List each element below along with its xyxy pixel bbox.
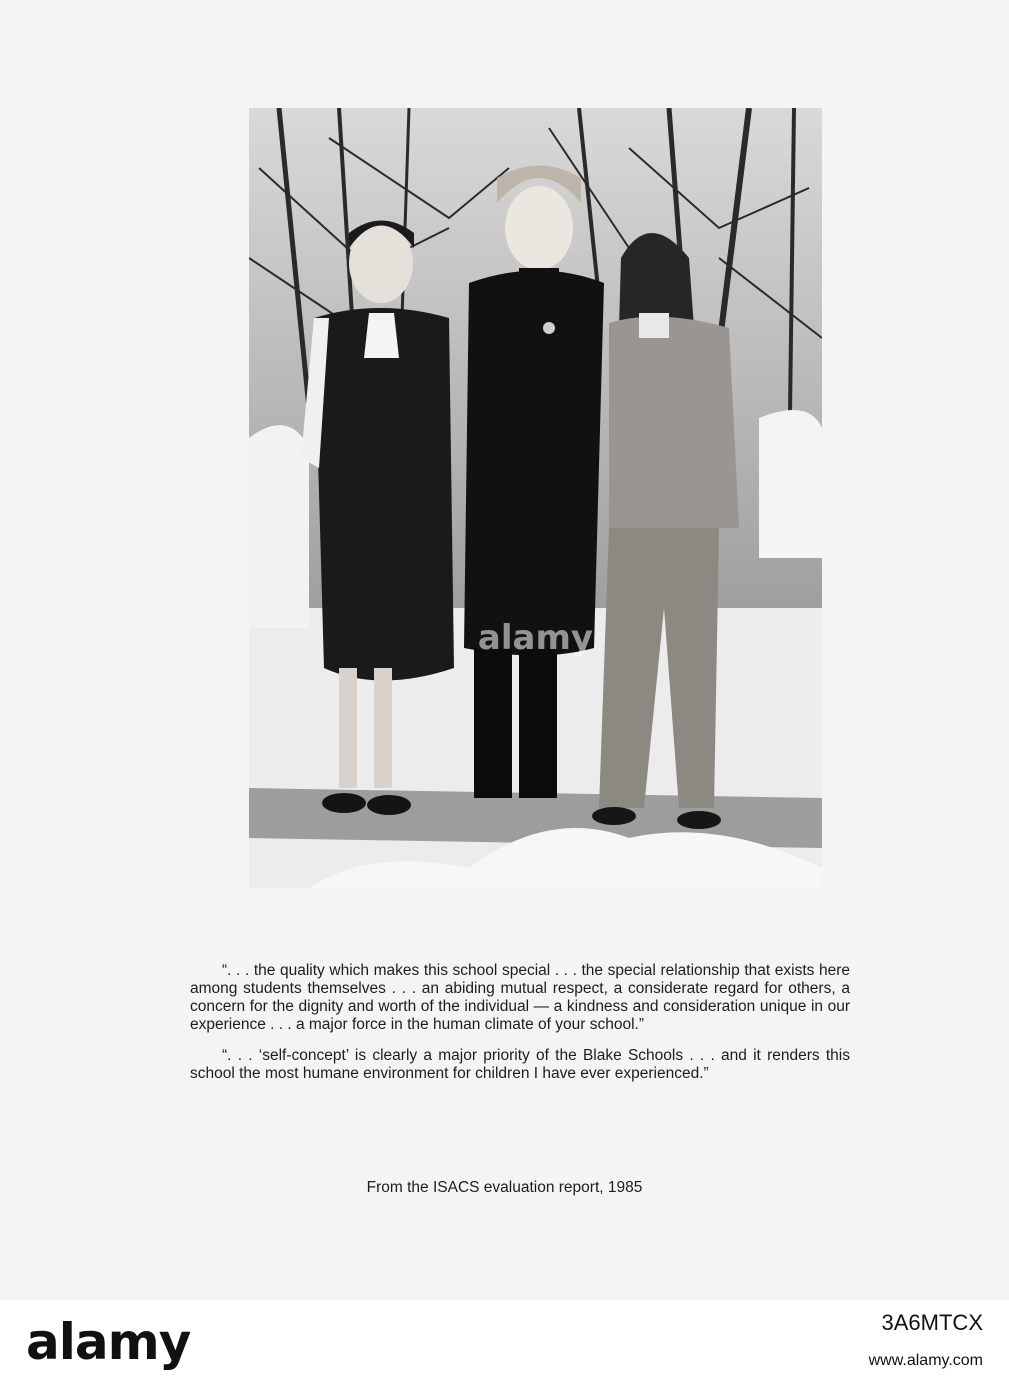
photo-watermark-text: alamy xyxy=(477,618,594,658)
quote-2: “. . . ‘self-concept’ is clearly a major priority of the Blake Schools . . . and it renders this school the most humane environment for children I have ever experienced.” xyxy=(190,1047,850,1082)
alamy-logo: alamy xyxy=(26,1313,191,1371)
watermark-url: www.alamy.com xyxy=(868,1352,983,1369)
photograph xyxy=(249,108,822,888)
attribution: From the ISACS evaluation report, 1985 xyxy=(366,1179,643,1196)
quote-1: “. . . the quality which makes this school special . . . the special relationship that exists here among students themselves . . . an abiding mutual respect, a considerate regard for others, a concern for the dignity and worth of the individual — a kindness and consideration unique in our experience . . . a major force in the human climate of your school.” xyxy=(190,962,850,1033)
quote-block xyxy=(190,962,850,1096)
image-id: 3A6MTCX xyxy=(881,1310,983,1335)
photo-illustration xyxy=(249,108,822,888)
